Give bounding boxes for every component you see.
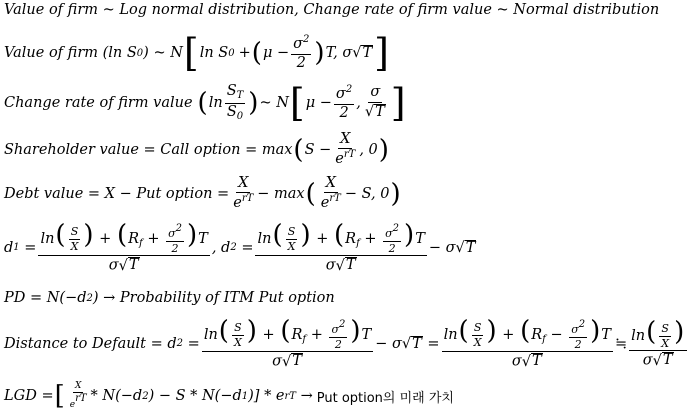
ST-over-S0: $\frac{S_T}{S_0}$ xyxy=(226,83,244,122)
korean-note: Put option의 미래 가치 xyxy=(316,390,454,406)
sigma-sq-over-2: $\frac{\sigma^2}{2}$ xyxy=(293,34,310,71)
value-of-firm-lhs: Value of firm (ln S xyxy=(4,45,137,61)
d2-fraction: ln( $\frac{S}{X}$ ) + ($R_f$ + $\frac{\sigma 2}{2}$ )T σ √ T xyxy=(257,220,425,274)
formula-line-9: LGD = [ $\frac{X}{\text{erT}}$ * N(−d 2 ) − S * N(−d 1 )] * e rT → Put option의 미래 가치 xyxy=(4,381,454,412)
pd-statement: PD = N(−d xyxy=(4,290,87,306)
formula-line-1 xyxy=(4,2,659,18)
formula-line-6: d 1 = ln( $\frac{S}{X}$ ) + ($R_f$ + $\frac{\sigma 2}{2}$ )T σ √ T , d 2 = ln( $\frac{S}{X}$ ) + ($R_f$ + $\frac{\sigma 2}{2}$ )T σ √ T − σ √ T xyxy=(4,220,476,274)
formula-line-8: Distance to Default = d 2 = ln( $\frac{S}{X}$ ) + ($R_f$ + $\frac{\sigma 2}{2}$ )T σ √ T − σ √ T = ln( $\frac{S}{X}$ ) + ($R_f$ − $\frac{\sigma 2}{2}$ )T σ √ T ≒ ln( $\frac{S}{X}$ ) σ √ T xyxy=(4,318,689,370)
change-rate-lhs: Change rate of firm value xyxy=(4,95,193,111)
sqrt-T: √ T xyxy=(352,44,373,62)
formula-line-2: Value of firm (ln S 0 ) ~ N [ ln S 0 + ( μ − $\frac{\sigma^2}{2}$ ) T, σ √ T ] xyxy=(4,31,389,75)
formula-line-5: Debt value = X − Put option = $\frac{X}{e^{rT}}$ − max ( $\frac{X}{e^{rT}}$ − S, 0 ) xyxy=(4,175,401,212)
formula-line-3: Change rate of firm value ( ln $\frac{S_T}{S_0}$ ) ~ N [ μ − $\frac{\sigma^2}{2}$ , σ √ T ] xyxy=(4,81,406,125)
debt-value: Debt value = X − Put option = xyxy=(4,185,230,202)
shareholder-value: Shareholder value = Call option = max xyxy=(4,141,293,158)
formula-line-4: Shareholder value = Call option = max ( S − $\frac{X}{e^{rT}}$ , 0 ) xyxy=(4,131,389,168)
formula-line-7: PD = N(−d 2 ) → Probability of ITM Put option xyxy=(4,290,335,306)
open-bracket: [ xyxy=(183,31,199,75)
d1-fraction: ln( $\frac{S}{X}$ ) + ($R_f$ + $\frac{\sigma 2}{2}$ )T σ √ T xyxy=(40,220,208,274)
distribution-statement: Value of firm ~ Log normal distribution, Change rate of firm value ~ Normal distribution xyxy=(4,2,660,18)
